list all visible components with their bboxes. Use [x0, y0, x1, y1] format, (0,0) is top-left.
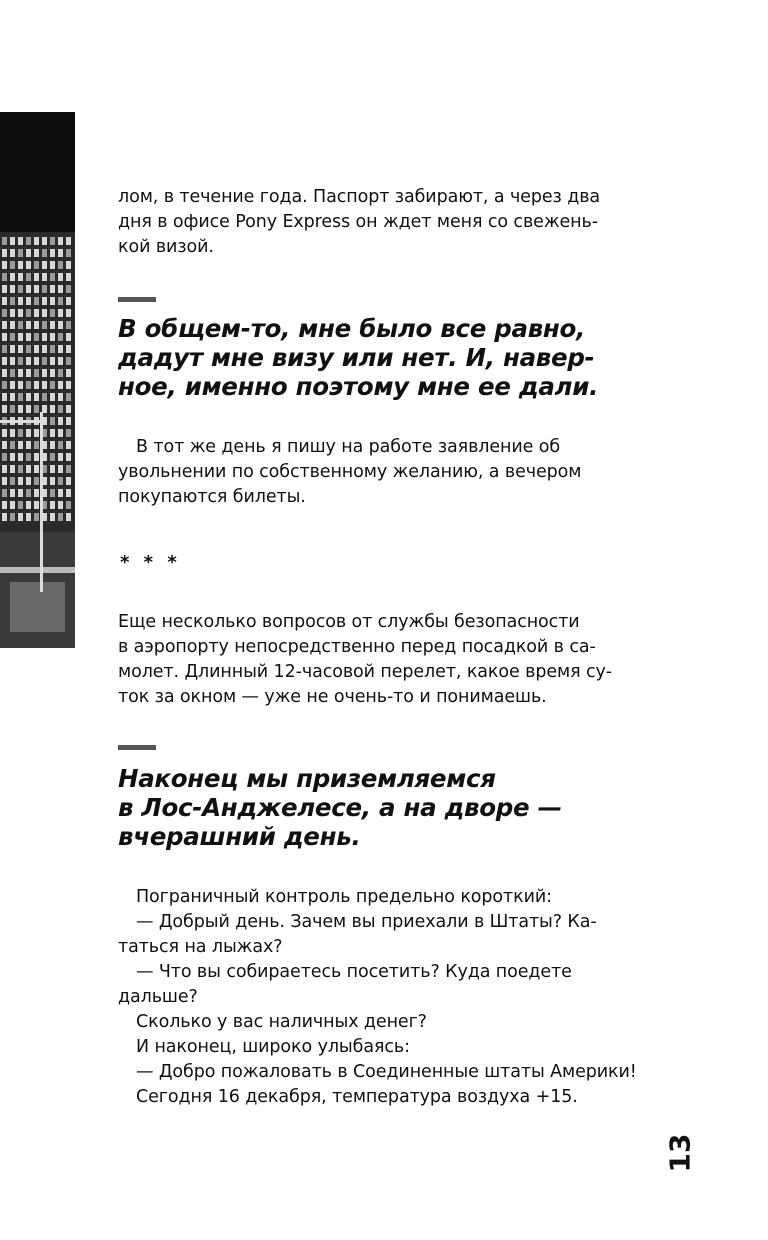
- building-window: [26, 477, 31, 485]
- building-window: [2, 501, 7, 509]
- building-window: [34, 345, 39, 353]
- building-window: [2, 513, 7, 521]
- text-line: покупаются билеты.: [118, 487, 306, 507]
- building-window: [50, 417, 55, 425]
- building-window: [18, 369, 23, 377]
- building-window: [42, 321, 47, 329]
- building-window: [2, 393, 7, 401]
- building-window: [42, 381, 47, 389]
- building-window: [42, 357, 47, 365]
- building-window: [18, 333, 23, 341]
- building-window: [2, 381, 7, 389]
- building-window: [50, 405, 55, 413]
- quote-line: в Лос-Анджелесе, а на дворе —: [118, 793, 562, 822]
- building-window: [26, 297, 31, 305]
- building-window: [58, 369, 63, 377]
- building-window: [10, 357, 15, 365]
- building-window: [50, 273, 55, 281]
- building-window: [58, 441, 63, 449]
- building-window: [18, 345, 23, 353]
- building-window: [34, 309, 39, 317]
- building-window: [10, 429, 15, 437]
- building-window: [34, 453, 39, 461]
- building-window: [26, 369, 31, 377]
- text-line: дня в офисе Pony Express он ждет меня со свежень-: [118, 212, 598, 232]
- building-window: [18, 429, 23, 437]
- building-window: [26, 453, 31, 461]
- building-window: [66, 357, 71, 365]
- building-window: [58, 405, 63, 413]
- building-window: [66, 501, 71, 509]
- building-window: [2, 309, 7, 317]
- building-window: [2, 273, 7, 281]
- building-window: [42, 309, 47, 317]
- building-window: [10, 477, 15, 485]
- building-window: [26, 237, 31, 245]
- building-window: [2, 369, 7, 377]
- building-window: [18, 297, 23, 305]
- building-window: [66, 297, 71, 305]
- building-window: [66, 381, 71, 389]
- building-window: [34, 513, 39, 521]
- building-window: [50, 453, 55, 461]
- building-window: [34, 405, 39, 413]
- building-window: [26, 357, 31, 365]
- building-window: [42, 405, 47, 413]
- building-window: [50, 321, 55, 329]
- text-line: Еще несколько вопросов от службы безопасности: [118, 612, 580, 632]
- building-window: [18, 273, 23, 281]
- building-window: [26, 321, 31, 329]
- building-window: [2, 477, 7, 485]
- building-window: [2, 489, 7, 497]
- building-window: [10, 333, 15, 341]
- building-window: [50, 393, 55, 401]
- text-line: кой визой.: [118, 237, 214, 257]
- pull-quote-1: [118, 314, 658, 401]
- building-window: [18, 465, 23, 473]
- building-window: [66, 309, 71, 317]
- building-window: [18, 237, 23, 245]
- building-window: [42, 261, 47, 269]
- building-window: [66, 333, 71, 341]
- building-window: [10, 405, 15, 413]
- building-window: [26, 309, 31, 317]
- building-window: [2, 429, 7, 437]
- building-window: [26, 345, 31, 353]
- building-window: [2, 465, 7, 473]
- building-window: [66, 345, 71, 353]
- text-line: Сколько у вас наличных денег?: [136, 1012, 427, 1032]
- building-window: [66, 237, 71, 245]
- building-window: [66, 429, 71, 437]
- building-window: [58, 297, 63, 305]
- text-line: Пограничный контроль предельно короткий:: [136, 887, 552, 907]
- building-window: [58, 453, 63, 461]
- building-window: [18, 393, 23, 401]
- building-window: [18, 477, 23, 485]
- building-window: [66, 405, 71, 413]
- building-window: [10, 321, 15, 329]
- building-window: [18, 489, 23, 497]
- building-window: [66, 369, 71, 377]
- building-window: [50, 249, 55, 257]
- building-window: [10, 285, 15, 293]
- building-window: [66, 453, 71, 461]
- building-window: [50, 501, 55, 509]
- building-window: [58, 429, 63, 437]
- text-line: ток за окном — уже не очень-то и понимаешь.: [118, 687, 547, 707]
- building-window: [58, 477, 63, 485]
- building-window: [2, 249, 7, 257]
- building-window: [50, 357, 55, 365]
- building-window: [10, 441, 15, 449]
- building-window: [34, 501, 39, 509]
- text-line: — Добрый день. Зачем вы приехали в Штаты? Ка-: [136, 912, 597, 932]
- building-window: [42, 273, 47, 281]
- building-window: [50, 465, 55, 473]
- building-window: [50, 489, 55, 497]
- building-window: [66, 273, 71, 281]
- quote-line: дадут мне визу или нет. И, навер-: [118, 343, 595, 372]
- building-window: [2, 405, 7, 413]
- building-window: [50, 381, 55, 389]
- quote-dash: [118, 297, 156, 302]
- building-window: [66, 261, 71, 269]
- quote-line: вчерашний день.: [118, 822, 361, 851]
- building-window: [10, 453, 15, 461]
- building-window: [26, 405, 31, 413]
- building-window: [34, 357, 39, 365]
- building-window: [10, 489, 15, 497]
- building-window: [34, 249, 39, 257]
- building-window: [34, 321, 39, 329]
- text-line: в аэропорту непосредственно перед посадкой в са-: [118, 637, 596, 657]
- building-window: [66, 321, 71, 329]
- pull-quote-2: [118, 764, 658, 851]
- page-number-text: 13: [663, 1133, 696, 1173]
- building-window: [66, 249, 71, 257]
- text-line: молет. Длинный 12-часовой перелет, какое время су-: [118, 662, 613, 682]
- text-line: — Что вы собираетесь посетить? Куда поедете: [136, 962, 572, 982]
- building-window: [2, 321, 7, 329]
- building-window: [34, 333, 39, 341]
- building-window: [10, 249, 15, 257]
- page-number: [660, 1135, 700, 1171]
- text-line: И наконец, широко улыбаясь:: [136, 1037, 410, 1057]
- building-window: [66, 393, 71, 401]
- paragraph-1: [118, 185, 638, 260]
- building-window: [50, 429, 55, 437]
- building-window: [66, 465, 71, 473]
- building-window: [58, 321, 63, 329]
- building-window: [50, 477, 55, 485]
- building-window: [34, 477, 39, 485]
- quote-line: В общем-то, мне было все равно,: [118, 314, 586, 343]
- building-window: [18, 405, 23, 413]
- building-window: [18, 501, 23, 509]
- building-window: [18, 381, 23, 389]
- building-window: [34, 393, 39, 401]
- building-window: [66, 417, 71, 425]
- building-window: [34, 381, 39, 389]
- section-separator: * * *: [120, 552, 181, 573]
- building-window: [50, 513, 55, 521]
- building-window: [58, 249, 63, 257]
- quote-line: Наконец мы приземляемся: [118, 764, 496, 793]
- building-window: [34, 441, 39, 449]
- quote-line: ное, именно поэтому мне ее дали.: [118, 372, 599, 401]
- building-window: [10, 501, 15, 509]
- building-window: [18, 261, 23, 269]
- building-window: [26, 513, 31, 521]
- building-window: [2, 285, 7, 293]
- building-window: [2, 441, 7, 449]
- text-line: увольнении по собственному желанию, а вечером: [118, 462, 582, 482]
- text-line: таться на лыжах?: [118, 937, 283, 957]
- paragraph-4: [118, 885, 638, 1110]
- building-window: [58, 285, 63, 293]
- building-window: [26, 285, 31, 293]
- building-window: [18, 441, 23, 449]
- building-window: [2, 333, 7, 341]
- building-window: [26, 441, 31, 449]
- building-window: [50, 309, 55, 317]
- building-window: [50, 237, 55, 245]
- building-window: [34, 465, 39, 473]
- text-line: В тот же день я пишу на работе заявление об: [136, 437, 561, 457]
- building-window: [42, 249, 47, 257]
- building-window: [50, 333, 55, 341]
- building-photo-graphic: [0, 112, 75, 648]
- building-window: [34, 369, 39, 377]
- building-window: [50, 297, 55, 305]
- building-window: [42, 237, 47, 245]
- building-window: [58, 333, 63, 341]
- building-window: [18, 321, 23, 329]
- building-window: [58, 501, 63, 509]
- text-line: — Добро пожаловать в Соединенные штаты Америки!: [136, 1062, 637, 1082]
- building-window: [10, 273, 15, 281]
- building-window: [18, 285, 23, 293]
- building-window: [42, 345, 47, 353]
- building-window: [18, 249, 23, 257]
- building-window: [66, 441, 71, 449]
- building-window: [2, 357, 7, 365]
- text-line: дальше?: [118, 987, 198, 1007]
- building-window: [58, 417, 63, 425]
- building-window: [18, 453, 23, 461]
- building-window: [34, 273, 39, 281]
- building-window: [10, 369, 15, 377]
- building-window: [2, 297, 7, 305]
- paragraph-2: [118, 435, 638, 510]
- building-window: [58, 381, 63, 389]
- building-window: [34, 285, 39, 293]
- building-window: [2, 261, 7, 269]
- building-window: [66, 477, 71, 485]
- building-window: [66, 285, 71, 293]
- building-window: [26, 249, 31, 257]
- building-window: [50, 369, 55, 377]
- building-window: [2, 453, 7, 461]
- building-window: [2, 345, 7, 353]
- building-window: [34, 261, 39, 269]
- building-window: [58, 345, 63, 353]
- building-window: [34, 489, 39, 497]
- paragraph-3: [118, 610, 638, 710]
- building-window: [34, 429, 39, 437]
- building-window: [66, 513, 71, 521]
- building-window: [42, 297, 47, 305]
- building-window: [10, 465, 15, 473]
- text-line: Сегодня 16 декабря, температура воздуха +15.: [136, 1087, 578, 1107]
- building-window: [2, 237, 7, 245]
- building-window: [26, 501, 31, 509]
- building-window: [10, 261, 15, 269]
- building-window: [10, 345, 15, 353]
- building-window: [18, 513, 23, 521]
- building-window: [26, 465, 31, 473]
- building-window: [58, 393, 63, 401]
- text-line: лом, в течение года. Паспорт забирают, а через два: [118, 187, 601, 207]
- building-window: [10, 237, 15, 245]
- building-window: [10, 513, 15, 521]
- building-window: [34, 237, 39, 245]
- building-window: [18, 309, 23, 317]
- building-window: [10, 381, 15, 389]
- building-window: [58, 273, 63, 281]
- building-window: [50, 441, 55, 449]
- building-window: [42, 393, 47, 401]
- building-window: [42, 333, 47, 341]
- building-window: [50, 261, 55, 269]
- building-window: [26, 333, 31, 341]
- building-window: [26, 273, 31, 281]
- building-window: [50, 285, 55, 293]
- building-window: [26, 393, 31, 401]
- building-window: [58, 261, 63, 269]
- building-window: [34, 297, 39, 305]
- building-window: [58, 513, 63, 521]
- building-window: [18, 357, 23, 365]
- quote-dash: [118, 745, 156, 750]
- building-window: [50, 345, 55, 353]
- building-window: [10, 297, 15, 305]
- building-window: [58, 465, 63, 473]
- building-window: [26, 429, 31, 437]
- building-window: [26, 261, 31, 269]
- building-window: [42, 369, 47, 377]
- building-window: [26, 489, 31, 497]
- building-photo: [0, 112, 75, 648]
- building-window: [10, 393, 15, 401]
- building-window: [42, 285, 47, 293]
- building-window: [58, 357, 63, 365]
- building-window: [58, 309, 63, 317]
- building-window: [10, 309, 15, 317]
- building-window: [58, 489, 63, 497]
- building-window: [58, 237, 63, 245]
- building-window: [66, 489, 71, 497]
- building-window: [26, 381, 31, 389]
